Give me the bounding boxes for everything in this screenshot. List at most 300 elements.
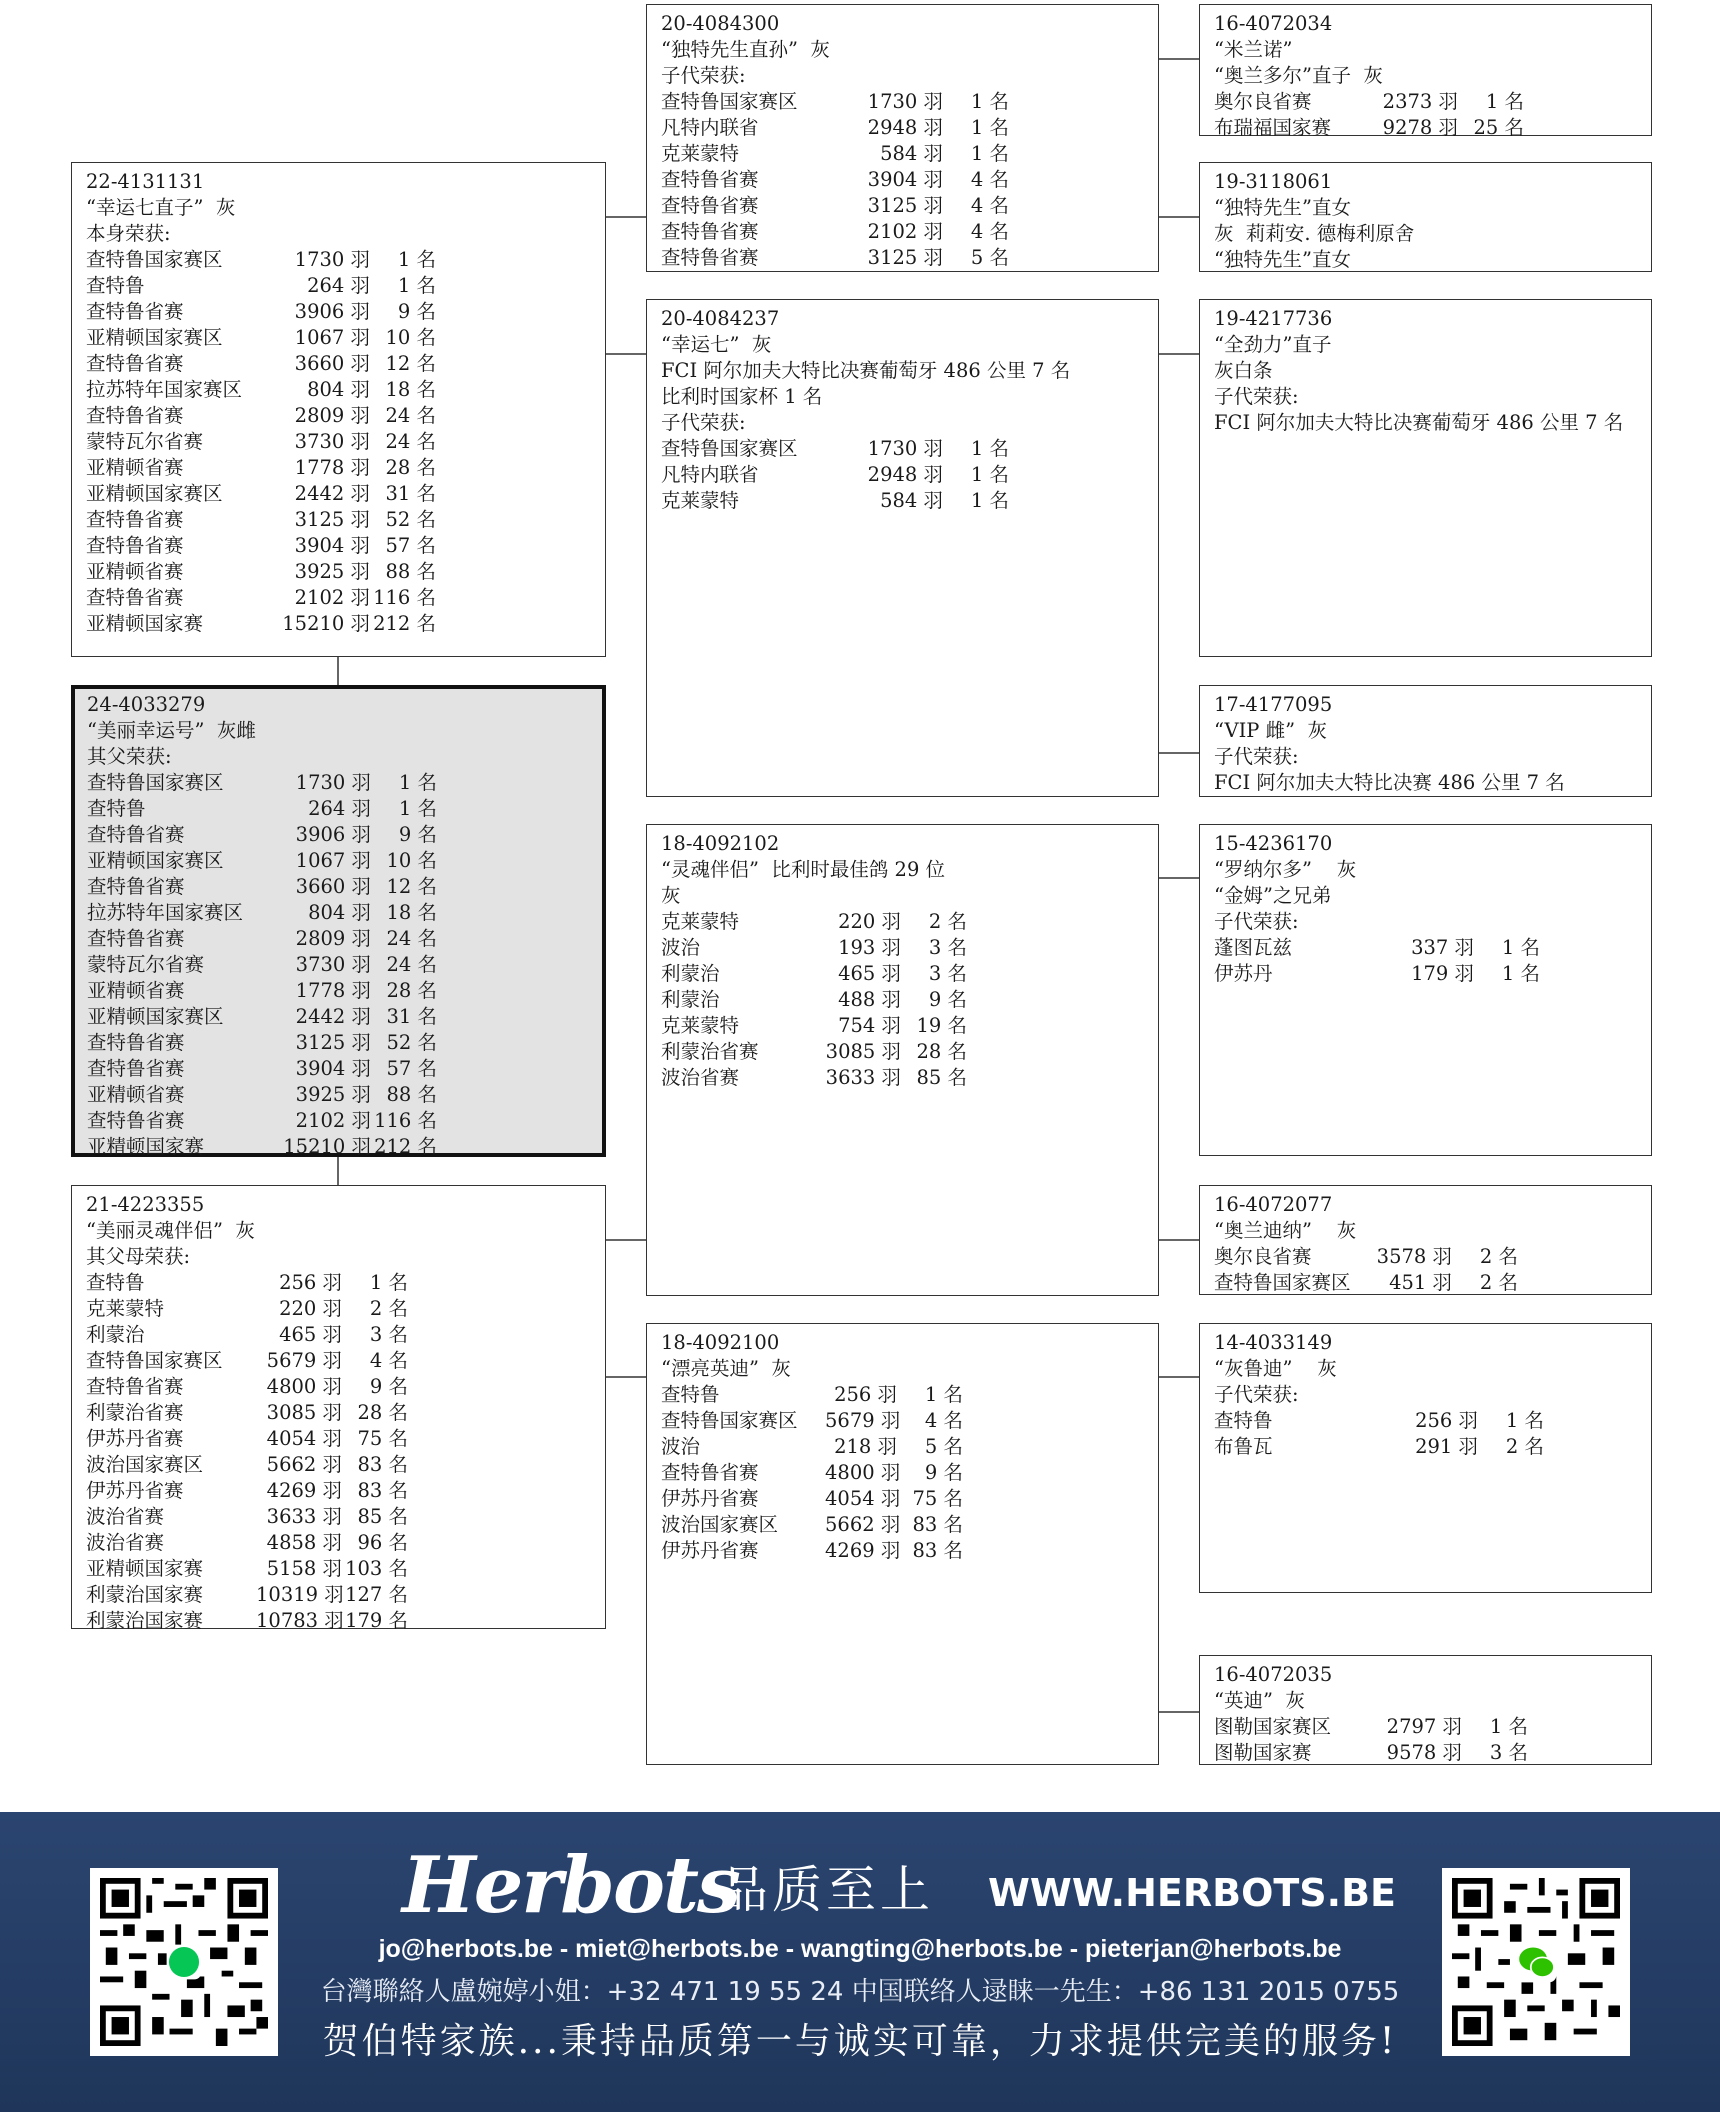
bird-count: 1778 羽 [295, 979, 371, 1002]
race-result-row [661, 1382, 1158, 1408]
pigeon-name: “幸运七直子” 灰 [86, 196, 236, 219]
race-name: 伊苏丹省赛 [661, 1487, 759, 1510]
bird-count: 1067 羽 [294, 326, 370, 349]
placing: 24 名 [385, 404, 436, 427]
race-name: 查特鲁省赛 [661, 220, 759, 243]
race-name: 利蒙治 [661, 988, 720, 1011]
pedigree-note: 本身荣获: [86, 222, 171, 245]
race-result-row [86, 325, 605, 351]
race-name: 查特鲁国家赛区 [86, 1349, 223, 1372]
bird-count: 1730 羽 [294, 248, 370, 271]
pedigree-box-ggp-4 [1199, 685, 1652, 797]
placing: 85 名 [357, 1505, 408, 1528]
race-name: 克莱蒙特 [661, 142, 740, 165]
race-result-row [86, 1452, 605, 1478]
placing: 116 名 [374, 1109, 437, 1132]
race-result-row [661, 1013, 1158, 1039]
bird-count: 4858 羽 [266, 1531, 342, 1554]
bird-count: 4054 羽 [825, 1487, 901, 1510]
placing: 9 名 [928, 988, 967, 1011]
pedigree-box-ggp-7 [1199, 1323, 1652, 1593]
bird-count: 1730 羽 [867, 90, 943, 113]
race-name: 奥尔良省赛 [1214, 1245, 1312, 1268]
race-name: 奥尔良省赛 [1214, 90, 1312, 113]
race-name: 查特鲁 [661, 1383, 720, 1406]
race-result-row [86, 507, 605, 533]
race-result-row [661, 935, 1158, 961]
race-result-row [661, 1434, 1158, 1460]
placing: 2 名 [1479, 1245, 1518, 1268]
placing: 10 名 [385, 326, 436, 349]
race-result-row [86, 1530, 605, 1556]
placing: 2 名 [1505, 1435, 1544, 1458]
race-result-row [86, 299, 605, 325]
pigeon-name: “独特先生”直女 [1214, 196, 1351, 219]
placing: 83 名 [357, 1479, 408, 1502]
bird-count: 3904 羽 [867, 168, 943, 191]
ring-number: 19-4217736 [1214, 307, 1333, 330]
placing: 103 名 [345, 1557, 408, 1580]
race-result-row [661, 462, 1158, 488]
race-result-row [1214, 1434, 1651, 1460]
placing: 88 名 [386, 1083, 437, 1106]
race-name: 查特鲁省赛 [87, 1057, 185, 1080]
bird-count: 264 羽 [307, 274, 370, 297]
bird-count: 220 羽 [279, 1297, 342, 1320]
race-result-row [661, 1065, 1158, 1091]
pedigree-box-dam-dam [646, 1323, 1159, 1765]
race-name: 亚精顿国家赛区 [86, 326, 223, 349]
race-name: 伊苏丹省赛 [661, 1539, 759, 1562]
placing: 9 名 [397, 300, 436, 323]
placing: 31 名 [386, 1005, 437, 1028]
bird-count: 3904 羽 [294, 534, 370, 557]
pedigree-note: FCI 阿尔加夫大特比决赛 486 公里 7 名 [1214, 771, 1565, 794]
race-name: 亚精顿国家赛 [87, 1135, 205, 1158]
race-name: 查特鲁省赛 [86, 404, 184, 427]
pedigree-note: “独特先生”直女 [1214, 248, 1351, 271]
race-result-row [661, 1512, 1158, 1538]
race-result-row [1214, 89, 1651, 115]
placing: 1 名 [398, 797, 437, 820]
race-result-row [86, 1608, 605, 1634]
race-name: 伊苏丹省赛 [86, 1479, 184, 1502]
email-addresses[interactable]: jo@herbots.be - miet@herbots.be - wangting@herbots.be - pieterjan@herbots.be [378, 1935, 1342, 1963]
race-name: 查特鲁省赛 [661, 246, 759, 269]
bird-count: 2809 羽 [294, 404, 370, 427]
placing: 3 名 [928, 962, 967, 985]
race-name: 利蒙治国家赛 [86, 1609, 204, 1632]
race-result-row [87, 848, 602, 874]
pigeon-name: “漂亮英迪” 灰 [661, 1357, 791, 1380]
race-result-row [87, 900, 602, 926]
bird-count: 3085 羽 [825, 1040, 901, 1063]
placing: 212 名 [374, 1135, 437, 1158]
bird-count: 2797 羽 [1386, 1715, 1462, 1738]
ring-number: 16-4072077 [1214, 1193, 1333, 1216]
placing: 57 名 [385, 534, 436, 557]
race-name: 亚精顿国家赛区 [87, 849, 224, 872]
race-result-row [661, 193, 1158, 219]
race-name: 图勒国家赛 [1214, 1741, 1312, 1764]
race-result-row [86, 1582, 605, 1608]
placing: 10 名 [386, 849, 437, 872]
pedigree-note: 子代荣获: [661, 64, 746, 87]
race-name: 查特鲁省赛 [661, 168, 759, 191]
race-result-row [86, 351, 605, 377]
pedigree-box-dam-sire [646, 824, 1159, 1296]
race-result-row [87, 874, 602, 900]
race-result-row [86, 611, 605, 637]
placing: 12 名 [385, 352, 436, 375]
race-name: 波治省赛 [661, 1066, 740, 1089]
race-result-row [86, 377, 605, 403]
pedigree-note: 其父荣获: [87, 745, 172, 768]
website-link[interactable]: WWW.HERBOTS.BE [988, 1871, 1397, 1915]
bird-count: 451 羽 [1389, 1271, 1452, 1294]
bird-count: 3660 羽 [295, 875, 371, 898]
race-result-row [661, 219, 1158, 245]
pedigree-box-sire-dam [646, 299, 1159, 797]
pedigree-note: FCI 阿尔加夫大特比决赛葡萄牙 486 公里 7 名 [661, 359, 1071, 382]
bird-count: 3906 羽 [295, 823, 371, 846]
ring-number: 20-4084237 [661, 307, 780, 330]
race-result-row [661, 488, 1158, 514]
race-name: 亚精顿国家赛 [86, 1557, 204, 1580]
bird-count: 3730 羽 [295, 953, 371, 976]
race-name: 拉苏特年国家赛区 [86, 378, 243, 401]
race-name: 利蒙治 [86, 1323, 145, 1346]
placing: 4 名 [924, 1409, 963, 1432]
herbots-logo: Herbots [402, 1840, 739, 1931]
placing: 24 名 [385, 430, 436, 453]
bird-count: 4800 羽 [825, 1461, 901, 1484]
placing: 1 名 [970, 437, 1009, 460]
race-name: 拉苏特年国家赛区 [87, 901, 244, 924]
race-name: 布鲁瓦 [1214, 1435, 1273, 1458]
race-name: 蓬图瓦兹 [1214, 936, 1293, 959]
placing: 1 名 [398, 771, 437, 794]
race-name: 克莱蒙特 [661, 1014, 740, 1037]
placing: 18 名 [386, 901, 437, 924]
race-name: 查特鲁省赛 [87, 823, 185, 846]
bird-count: 754 羽 [838, 1014, 901, 1037]
placing: 19 名 [916, 1014, 967, 1037]
placing: 4 名 [970, 220, 1009, 243]
placing: 24 名 [386, 927, 437, 950]
race-name: 查特鲁省赛 [87, 927, 185, 950]
placing: 1 名 [924, 1383, 963, 1406]
bird-count: 465 羽 [279, 1323, 342, 1346]
race-result-row [86, 403, 605, 429]
bird-count: 804 羽 [308, 901, 371, 924]
placing: 2 名 [369, 1297, 408, 1320]
race-name: 亚精顿省赛 [86, 456, 184, 479]
bird-count: 2102 羽 [294, 586, 370, 609]
wechat-qr-code-icon[interactable] [1442, 1868, 1630, 2056]
placing: 3 名 [928, 936, 967, 959]
race-result-row [87, 1056, 602, 1082]
ring-number: 16-4072035 [1214, 1663, 1333, 1686]
pigeon-name: “灰鲁迪” 灰 [1214, 1357, 1337, 1380]
placing: 75 名 [357, 1427, 408, 1450]
bird-count: 2809 羽 [295, 927, 371, 950]
bird-count: 4269 羽 [266, 1479, 342, 1502]
race-result-row [87, 952, 602, 978]
race-name: 凡特内联省 [661, 116, 759, 139]
bird-count: 2948 羽 [867, 116, 943, 139]
race-result-row [86, 481, 605, 507]
placing: 1 名 [397, 248, 436, 271]
race-name: 查特鲁省赛 [86, 300, 184, 323]
bird-count: 218 羽 [834, 1435, 897, 1458]
ring-number: 21-4223355 [86, 1193, 205, 1216]
race-name: 查特鲁国家赛区 [87, 771, 224, 794]
race-result-row [661, 167, 1158, 193]
race-name: 查特鲁省赛 [86, 586, 184, 609]
bird-count: 3085 羽 [266, 1401, 342, 1424]
race-result-row [661, 1538, 1158, 1564]
bird-count: 193 羽 [838, 936, 901, 959]
race-name: 查特鲁省赛 [86, 508, 184, 531]
race-result-row [86, 1374, 605, 1400]
race-name: 伊苏丹省赛 [86, 1427, 184, 1450]
bird-count: 5662 羽 [825, 1513, 901, 1536]
pedigree-box-sire [71, 162, 606, 657]
race-name: 查特鲁省赛 [86, 352, 184, 375]
race-result-row [86, 455, 605, 481]
bird-count: 3125 羽 [867, 194, 943, 217]
bird-count: 1730 羽 [867, 437, 943, 460]
pigeon-name: “美丽幸运号” 灰雌 [87, 719, 256, 742]
race-name: 查特鲁国家赛区 [661, 1409, 798, 1432]
placing: 3 名 [369, 1323, 408, 1346]
bird-count: 3925 羽 [295, 1083, 371, 1106]
bird-count: 256 羽 [279, 1271, 342, 1294]
bird-count: 3730 羽 [294, 430, 370, 453]
bird-count: 5662 羽 [266, 1453, 342, 1476]
placing: 2 名 [1479, 1271, 1518, 1294]
pigeon-name: “灵魂伴侣” 比利时最佳鸽 29 位 [661, 858, 946, 881]
race-name: 查特鲁省赛 [661, 1461, 759, 1484]
placing: 96 名 [357, 1531, 408, 1554]
bird-count: 3125 羽 [867, 246, 943, 269]
pedigree-box-subject [71, 685, 606, 1157]
race-name: 利蒙治省赛 [86, 1401, 184, 1424]
race-result-row [86, 585, 605, 611]
race-name: 查特鲁国家赛区 [661, 437, 798, 460]
race-name: 克莱蒙特 [661, 910, 740, 933]
race-result-row [86, 1322, 605, 1348]
placing: 25 名 [1473, 116, 1524, 139]
race-name: 凡特内联省 [661, 463, 759, 486]
pedigree-note: 灰 莉莉安. 德梅利原舍 [1214, 222, 1415, 245]
bird-count: 10783 羽 [256, 1609, 344, 1632]
bird-count: 5158 羽 [266, 1557, 342, 1580]
race-result-row [1214, 115, 1651, 141]
race-name: 利蒙治国家赛 [86, 1583, 204, 1606]
bird-count: 15210 羽 [283, 1135, 371, 1158]
placing: 28 名 [916, 1040, 967, 1063]
race-result-row [661, 1486, 1158, 1512]
race-name: 亚精顿国家赛区 [86, 482, 223, 505]
bird-count: 4054 羽 [266, 1427, 342, 1450]
race-result-row [87, 926, 602, 952]
placing: 88 名 [385, 560, 436, 583]
race-result-row [1214, 1408, 1651, 1434]
race-result-row [1214, 935, 1651, 961]
pedigree-note: 比利时国家杯 1 名 [661, 385, 823, 408]
contact-persons: 台灣聯絡人盧婉婷小姐：+32 471 19 55 24 中国联络人逯睐一先生：+86 131 2015 0755 [320, 1977, 1400, 2007]
pedigree-note: 子代荣获: [1214, 910, 1299, 933]
placing: 83 名 [912, 1539, 963, 1562]
race-result-row [86, 273, 605, 299]
placing: 28 名 [385, 456, 436, 479]
bird-count: 3633 羽 [825, 1066, 901, 1089]
bird-count: 2442 羽 [295, 1005, 371, 1028]
race-name: 查特鲁国家赛区 [1214, 1271, 1351, 1294]
race-result-row [1214, 1244, 1651, 1270]
placing: 4 名 [970, 194, 1009, 217]
placing: 9 名 [369, 1375, 408, 1398]
race-result-row [86, 533, 605, 559]
race-name: 查特鲁省赛 [87, 875, 185, 898]
bird-count: 584 羽 [880, 489, 943, 512]
pedigree-box-dam [71, 1185, 606, 1632]
bird-count: 1778 羽 [294, 456, 370, 479]
placing: 85 名 [916, 1066, 967, 1089]
bird-count: 15210 羽 [282, 612, 370, 635]
race-result-row [661, 961, 1158, 987]
race-name: 波治省赛 [86, 1531, 165, 1554]
pigeon-name: “独特先生直孙” 灰 [661, 38, 830, 61]
pedigree-note: 灰白条 [1214, 359, 1273, 382]
offspring-achievement: FCI 阿尔加夫大特比决赛葡萄牙 486 公里 7 名 [1214, 411, 1624, 434]
race-name: 查特鲁省赛 [87, 1031, 185, 1054]
race-result-row [661, 1408, 1158, 1434]
ring-number: 20-4084300 [661, 12, 780, 35]
pigeon-name: “全劲力”直子 [1214, 333, 1332, 356]
placing: 52 名 [385, 508, 436, 531]
race-name: 查特鲁省赛 [661, 194, 759, 217]
race-result-row [86, 1400, 605, 1426]
qr-code-graphic-right [1452, 1878, 1620, 2046]
footer-banner [0, 1812, 1720, 2112]
placing: 1 名 [369, 1271, 408, 1294]
race-name: 亚精顿国家赛区 [87, 1005, 224, 1028]
placing: 83 名 [912, 1513, 963, 1536]
race-name: 亚精顿省赛 [87, 1083, 185, 1106]
placing: 179 名 [345, 1609, 408, 1632]
race-result-row [661, 1039, 1158, 1065]
race-result-row [86, 247, 605, 273]
race-result-row [86, 1296, 605, 1322]
pedigree-box-ggp-2 [1199, 162, 1652, 272]
pedigree-note: “奥兰多尔”直子 灰 [1214, 64, 1383, 87]
race-name: 查特鲁省赛 [86, 1375, 184, 1398]
placing: 18 名 [385, 378, 436, 401]
race-result-row [87, 978, 602, 1004]
race-result-row [87, 1108, 602, 1134]
bird-count: 3125 羽 [294, 508, 370, 531]
race-result-row [86, 1556, 605, 1582]
race-name: 波治 [661, 1435, 701, 1458]
placing: 5 名 [970, 246, 1009, 269]
race-name: 查特鲁 [1214, 1409, 1273, 1432]
ring-number: 22-4131131 [86, 170, 205, 193]
race-result-row [661, 909, 1158, 935]
race-result-row [661, 436, 1158, 462]
race-result-row [86, 1478, 605, 1504]
pigeon-name: “英迪” 灰 [1214, 1689, 1305, 1712]
ring-number: 15-4236170 [1214, 832, 1333, 855]
race-name: 利蒙治 [661, 962, 720, 985]
ring-number: 14-4033149 [1214, 1331, 1333, 1354]
placing: 12 名 [386, 875, 437, 898]
race-name: 查特鲁省赛 [87, 1109, 185, 1132]
race-result-row [1214, 1714, 1651, 1740]
race-name: 查特鲁国家赛区 [661, 90, 798, 113]
placing: 116 名 [373, 586, 436, 609]
pigeon-name: “幸运七” 灰 [661, 333, 772, 356]
placing: 28 名 [386, 979, 437, 1002]
ring-number: 19-3118061 [1214, 170, 1333, 193]
race-name: 波治 [661, 936, 701, 959]
race-name: 伊苏丹 [1214, 962, 1273, 985]
race-result-row [87, 1004, 602, 1030]
bird-count: 3660 羽 [294, 352, 370, 375]
pigeon-name: “罗纳尔多” 灰 [1214, 858, 1357, 881]
race-result-row [661, 245, 1158, 271]
placing: 1 名 [1501, 962, 1540, 985]
placing: 1 名 [1489, 1715, 1528, 1738]
bird-count: 3578 羽 [1376, 1245, 1452, 1268]
race-name: 克莱蒙特 [86, 1297, 165, 1320]
race-name: 波治国家赛区 [661, 1513, 779, 1536]
bird-count: 2948 羽 [867, 463, 943, 486]
placing: 212 名 [373, 612, 436, 635]
race-result-row [661, 89, 1158, 115]
bird-count: 3906 羽 [294, 300, 370, 323]
race-result-row [86, 1504, 605, 1530]
bird-count: 1730 羽 [295, 771, 371, 794]
slogan-text: 品质至上 [718, 1861, 934, 1919]
placing: 1 名 [1485, 90, 1524, 113]
race-result-row [87, 796, 602, 822]
footer-tagline: 贺伯特家族...秉持品质第一与诚实可靠，力求提供完美的服务! [322, 2021, 1398, 2062]
race-name: 利蒙治省赛 [661, 1040, 759, 1063]
pigeon-name: “米兰诺” [1214, 38, 1293, 61]
race-name: 查特鲁 [87, 797, 146, 820]
race-result-row [661, 987, 1158, 1013]
race-result-row [87, 822, 602, 848]
race-name: 查特鲁省赛 [86, 534, 184, 557]
race-name: 图勒国家赛区 [1214, 1715, 1332, 1738]
pedigree-note: 子代荣获: [1214, 745, 1299, 768]
pedigree-note: 子代荣获: [661, 411, 746, 434]
bird-count: 256 羽 [834, 1383, 897, 1406]
bird-count: 179 羽 [1411, 962, 1474, 985]
ring-number: 17-4177095 [1214, 693, 1333, 716]
placing: 1 名 [970, 90, 1009, 113]
bird-count: 1067 羽 [295, 849, 371, 872]
pedigree-box-ggp-8 [1199, 1655, 1652, 1765]
bird-count: 2373 羽 [1382, 90, 1458, 113]
bird-count: 5679 羽 [266, 1349, 342, 1372]
placing: 3 名 [1489, 1741, 1528, 1764]
race-name: 亚精顿国家赛 [86, 612, 204, 635]
race-name: 布瑞福国家赛 [1214, 116, 1332, 139]
